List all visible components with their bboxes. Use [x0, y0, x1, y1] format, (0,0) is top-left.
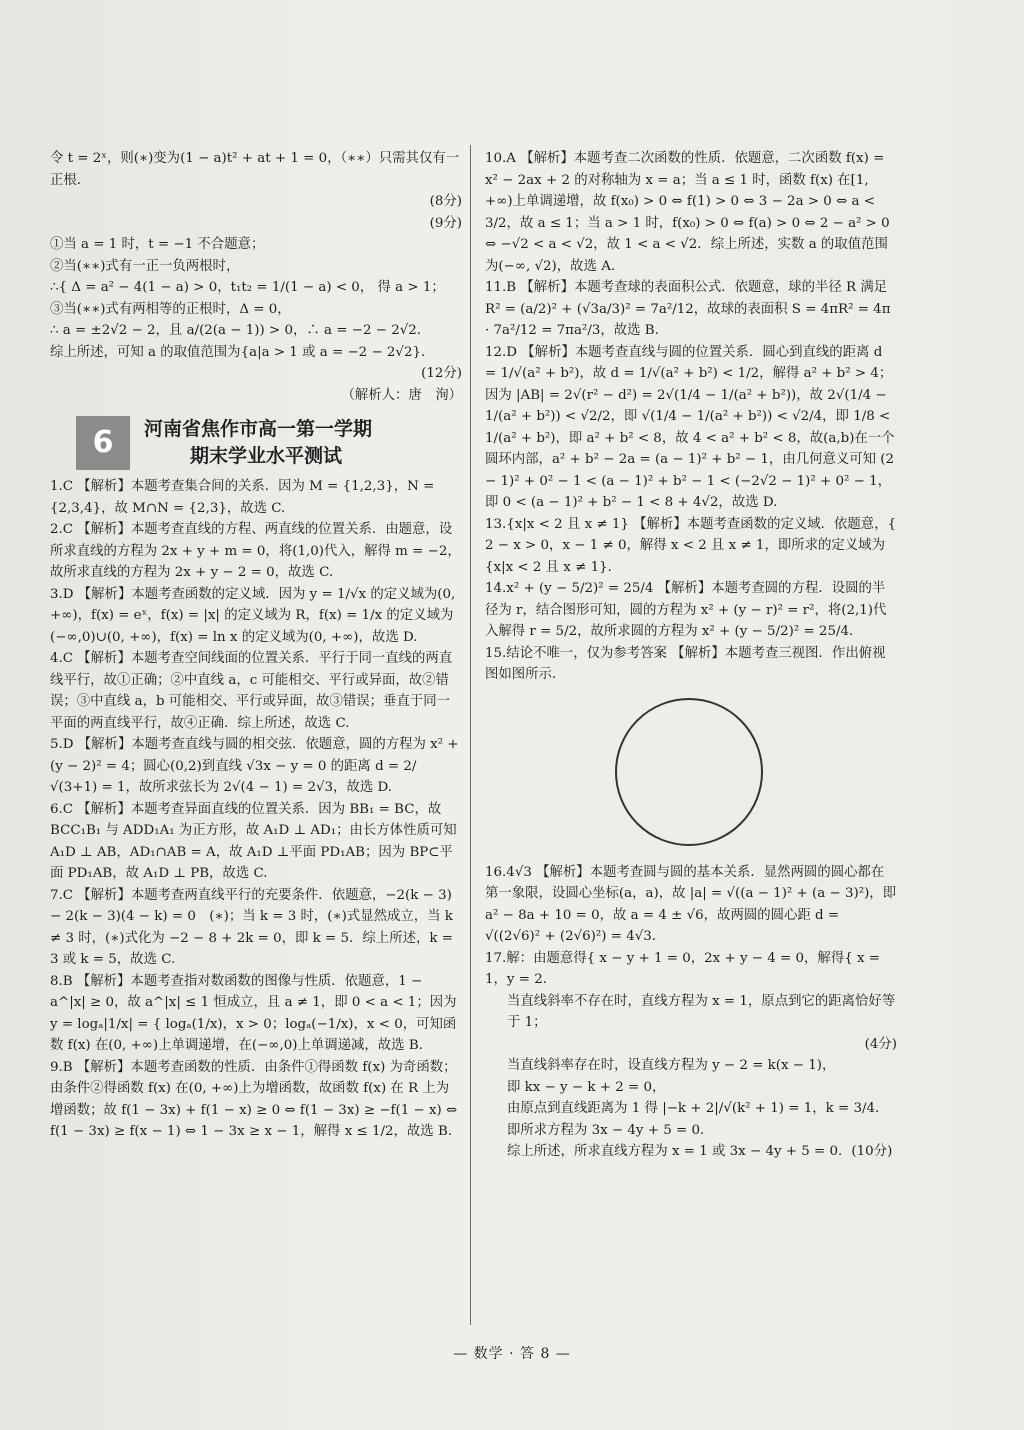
answer-item: 8.B 【解析】本题考查指对数函数的图像与性质．依题意，1 − a^|x| ≥ 0，故 a^|x| ≤ 1 恒成立，且 a ≠ 1，即 0 < a < 1；因为 y = logₐ|1/x| = { logₐ(1/x)，x > 0；logₐ(−1/x)，x < 0，可知函数 f(x) 在(0, +∞)上单调递增，在(−∞,0)上单调递减，故选 B.: [50, 973, 457, 1053]
intro-line: ②当(∗∗)式有一正一负两根时，: [50, 258, 240, 274]
section-header: [50, 416, 462, 470]
section-title-line-1: 河南省焦作市高一第一学期: [144, 418, 373, 440]
solution-line: 综上所述，所求直线方程为 x = 1 或 3x − 4y + 5 = 0．(10分): [507, 1144, 893, 1159]
intro-line: ③当(∗∗)式有两相等的正根时，Δ = 0，: [50, 301, 291, 317]
section-title: [144, 416, 372, 470]
intro-line: ∴{ Δ = a² − 4(1 − a) > 0，t₁t₂ = 1/(1 − a) < 0， 得 a > 1；: [50, 280, 445, 295]
solution-line: 当直线斜率存在时，设直线方程为 y − 2 = k(x − 1)，: [507, 1058, 836, 1073]
answer-item: 7.C 【解析】本题考查两直线平行的充要条件．依题意，−2(k − 3) − 2(k − 3)(4 − k) = 0 (∗)；当 k = 3 时，(∗)式显然成立，当 k ≠ 3 时，(∗)式化为 −2 − 8 + 2k = 0，即 k = 5．综上所述，k = 3 或 k = 5，故选 C.: [50, 887, 453, 967]
top-view-circle-figure: [615, 698, 763, 846]
score-mark: (9分): [429, 215, 462, 231]
intro-line: ①当 a = 1 时，t = −1 不合题意；: [50, 237, 265, 252]
answer-item: 5.D 【解析】本题考查直线与圆的相交弦．依题意，圆的方程为 x² + (y − 2)² = 4；圆心(0,2)到直线 √3x − y = 0 的距离 d = 2/√(3+1) = 1，故所求弦长为 2√(4 − 1) = 2√3，故选 D.: [50, 737, 459, 795]
solution-line: 即 kx − y − k + 2 = 0，: [507, 1079, 666, 1095]
column-divider: [470, 145, 471, 1325]
answer-item: 1.C 【解析】本题考查集合间的关系．因为 M = {1,2,3}，N = {2,3,4}，故 M∩N = {2,3}，故选 C.: [50, 479, 435, 516]
score-mark: (12分): [421, 366, 462, 381]
left-column: [50, 148, 462, 1143]
answer-item: 17.解：由题意得{ x − y + 1 = 0，2x + y − 4 = 0，解得{ x = 1，y = 2．: [485, 950, 881, 987]
section-title-line-2: 期末学业水平测试: [190, 445, 343, 467]
answer-item: 4.C 【解析】本题考查空间线面的位置关系．平行于同一直线的两直线平行，故①正确；②中直线 a，c 可能相交、平行或异面，故②错误；③中直线 a，b 可能相交、平行或异面，故③错误；垂直于同一平面的两直线平行，故④正确．综上所述，故选 C.: [50, 651, 453, 731]
answer-item: 16.4√3 【解析】本题考查圆与圆的基本关系．显然两圆的圆心都在第一象限，设圆心坐标(a，a)，故 |a| = √((a − 1)² + (a − 3)²)，即 a² − 8a + 10 = 0，故 a = 4 ± √6，故两圆的圆心距 d = √((2√6)² + (2√6)²) = 4√3．: [485, 864, 897, 944]
answer-item: 9.B 【解析】本题考查函数的性质．由条件①得函数 f(x) 为奇函数；由条件②得函数 f(x) 在(0, +∞)上为增函数，故函数 f(x) 在 R 上为增函数；故 f(1 − 3x) + f(1 − x) ≥ 0 ⇔ f(1 − 3x) ≥ −f(1 − x) ⇔ f(1 − 3x) ≥ f(x − 1) ⇔ 1 − 3x ≥ x − 1，解得 x ≤ 1/2，故选 B.: [50, 1059, 458, 1139]
answer-item: 2.C 【解析】本题考查直线的方程、两直线的位置关系．由题意，设所求直线的方程为 2x + y + m = 0，将(1,0)代入，解得 m = −2，故所求直线的方程为 2x + y − 2 = 0，故选 C.: [50, 522, 461, 580]
answer-item: 6.C 【解析】本题考查异面直线的位置关系．因为 BB₁ = BC，故 BCC₁B₁ 与 ADD₁A₁ 为正方形，故 A₁D ⊥ AD₁；由长方体性质可知 A₁D ⊥ AB，AD₁∩AB = A，故 A₁D ⊥平面 PD₁AB；因为 BP⊂平面 PD₁AB，故 A₁D ⊥ PB，故选 C.: [50, 801, 457, 881]
author-credit: （解析人：唐 洵）: [341, 387, 462, 403]
score-mark: (8分): [429, 194, 462, 209]
solution-line: 即所求方程为 3x − 4y + 5 = 0．: [507, 1122, 714, 1138]
score-mark: (4分): [864, 1036, 897, 1052]
solution-line: 当直线斜率不存在时，直线方程为 x = 1，原点到它的距离恰好等于 1；: [507, 993, 896, 1030]
intro-line: ∴ a = ±2√2 − 2，且 a/(2(a − 1)) > 0，∴ a = −2 − 2√2．: [50, 323, 431, 338]
answer-item: 3.D 【解析】本题考查函数的定义域．因为 y = 1/√x 的定义域为(0, +∞)，f(x) = eˣ，f(x) = |x| 的定义域为 R，f(x) = 1/x 的定义域为(−∞,0)∪(0, +∞)，f(x) = ln x 的定义域为(0, +∞)，故选 D.: [50, 586, 456, 645]
section-number-badge: 6: [76, 416, 130, 470]
answer-item: 10.A 【解析】本题考查二次函数的性质．依题意，二次函数 f(x) = x² − 2ax + 2 的对称轴为 x = a；当 a ≤ 1 时，函数 f(x) 在[1, +∞)上单调递增，故 f(x₀) > 0 ⇔ f(1) > 0 ⇔ 3 − 2a > 0 ⇔ a < 3/2，故 a ≤ 1；当 a > 1 时，f(x₀) > 0 ⇔ f(a) > 0 ⇔ 2 − a² > 0 ⇔ −√2 < a < √2，故 1 < a < √2．综上所述，实数 a 的取值范围为(−∞, √2)，故选 A.: [485, 151, 890, 274]
answer-item: 13.{x|x < 2 且 x ≠ 1} 【解析】本题考查函数的定义域．依题意，{ 2 − x > 0，x − 1 ≠ 0，解得 x < 2 且 x ≠ 1，即所求的定义域为{x|x < 2 且 x ≠ 1}．: [485, 516, 897, 575]
solution-line: 由原点到直线距离为 1 得 |−k + 2|/√(k² + 1) = 1，k = 3/4．: [507, 1101, 889, 1116]
answer-item: 15.结论不唯一，仅为参考答案 【解析】本题考查三视图．作出俯视图如图所示．: [485, 645, 886, 682]
intro-line: 令 t = 2ˣ，则(∗)变为(1 − a)t² + at + 1 = 0，（∗∗）只需其仅有一正根．: [50, 151, 460, 188]
answer-item: 11.B 【解析】本题考查球的表面积公式．依题意，球的半径 R 满足 R² = (a/2)² + (√3a/3)² = 7a²/12，故球的表面积 S = 4πR² = 4π · 7a²/12 = 7πa²/3，故选 B.: [485, 280, 891, 338]
answer-item: 12.D 【解析】本题考查直线与圆的位置关系．圆心到直线的距离 d = 1/√(a² + b²)，故 d = 1/√(a² + b²) < 1/2，解得 a² + b² > 4；因为 |AB| = 2√(r² − d²) = 2√(1/4 − 1/(a² + b²))，故 2√(1/4 − 1/(a² + b²)) < √2/2，即 √(1/4 − 1/(a² + b²)) < √2/4，即 1/8 < 1/(a² + b²)，即 a² + b² < 8，故 4 < a² + b² < 8，故(a,b)在一个圆环内部，a² + b² − 2a = (a − 1)² + b² − 1，由几何意义可知 (2 − 1)² + 0² − 1 < (a − 1)² + b² − 1 < (−2√2 − 1)² + 0² − 1，即 0 < (a − 1)² + b² − 1 < 8 + 4√2，故选 D.: [485, 344, 895, 510]
right-column: [485, 148, 897, 1163]
page-footer: — 数学 · 答 8 —: [453, 1346, 571, 1362]
answer-item: 14.x² + (y − 5/2)² = 25/4 【解析】本题考查圆的方程．设圆的半径为 r，结合图形可知，圆的方程为 x² + (y − r)² = r²，将(2,1)代入解得 r = 5/2，故所求圆的方程为 x² + (y − 5/2)² = 25/4．: [485, 581, 887, 639]
intro-line: 综上所述，可知 a 的取值范围为{a|a > 1 或 a = −2 − 2√2}．: [50, 344, 435, 360]
